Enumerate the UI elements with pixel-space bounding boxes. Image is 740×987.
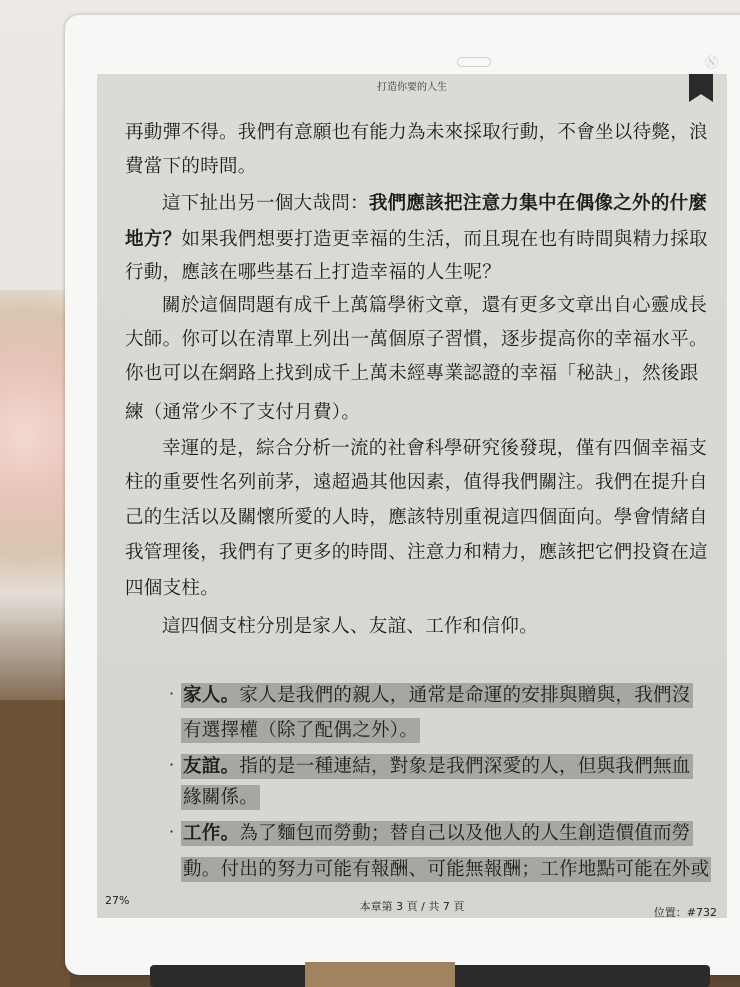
bullet-term: 工作。 — [183, 823, 240, 844]
bullet-text: 緣關係。 — [183, 787, 259, 808]
page-indicator: 本章第 3 頁 / 共 7 頁 — [359, 900, 465, 913]
text-line — [125, 228, 708, 252]
bullet-text: 指的是一種連結，對象是我們深愛的人，但與我們無血 — [239, 756, 691, 777]
text-line: 大師。你可以在清單上列出一萬個原子習慣，逐步提高你的幸福水平。 — [125, 329, 708, 350]
bullet-marker: · — [169, 684, 175, 703]
highlighted-line[interactable] — [181, 822, 693, 846]
text-line: 我管理後，我們有了更多的時間、注意力和精力，應該把它們投資在這 — [125, 542, 708, 563]
bullet-term: 家人。 — [183, 685, 240, 706]
bullet-marker: · — [169, 755, 175, 774]
bookmark-icon[interactable] — [689, 74, 713, 102]
highlighted-line[interactable] — [181, 786, 260, 810]
bullet-text: 有選擇權（除了配偶之外）。 — [183, 720, 419, 741]
background-table — [0, 700, 70, 987]
text-line — [162, 192, 707, 216]
bullet-text: 為了麵包而勞動；替自己以及他人的人生創造價值而勞 — [239, 823, 691, 844]
reading-progress: 27% — [105, 894, 130, 907]
text: 這下扯出另一個大哉問： — [162, 193, 369, 214]
bullet-term: 友誼。 — [183, 756, 240, 777]
highlighted-line[interactable] — [181, 719, 420, 743]
highlighted-line[interactable] — [181, 684, 693, 708]
highlighted-line[interactable] — [181, 755, 693, 779]
text-line: 你也可以在網路上找到成千上萬未經專業認證的幸福「秘訣」，然後跟 — [125, 363, 699, 384]
bullet-text: 家人是我們的親人，通常是命運的安排與贈與，我們沒 — [239, 685, 691, 706]
text-line: 柱的重要性名列前茅，遠超過其他因素，值得我們關注。我們在提升自 — [125, 472, 708, 493]
text-line: 再動彈不得。我們有意願也有能力為未來採取行動，不會坐以待斃，浪 — [125, 122, 708, 143]
text-line: 練（通常少不了支付月費）。 — [125, 402, 361, 423]
text: 如果我們想要打造更幸福的生活，而且現在也有時間與精力採取 — [181, 229, 708, 250]
text-line: 己的生活以及關懷所愛的人時，應該特別重視這四個面向。學會情緒自 — [125, 507, 708, 528]
bold-text: 我們應該把注意力集中在偶像之外的什麼 — [368, 193, 708, 214]
book-title: 打造你要的人生 — [377, 82, 447, 93]
stylus-clip — [305, 962, 455, 987]
text-line: 關於這個問題有成千上萬篇學術文章，還有更多文章出自心靈成長 — [162, 295, 708, 316]
highlighted-line[interactable] — [181, 858, 711, 882]
location-indicator: 位置：#732 — [653, 906, 717, 919]
text-line: 行動，應該在哪些基石上打造幸福的人生呢？ — [125, 262, 502, 283]
text-line: 四個支柱。 — [125, 578, 220, 599]
text-line: 費當下的時間。 — [125, 156, 257, 177]
bullet-marker: · — [169, 822, 175, 841]
text-line: 這四個支柱分別是家人、友誼、工作和信仰。 — [162, 616, 539, 637]
text-line: 幸運的是，綜合分析一流的社會科學研究後發現，僅有四個幸福支 — [162, 438, 708, 459]
nfc-icon: Ⓝ — [705, 56, 719, 71]
device-slot — [457, 57, 491, 67]
reader-screen[interactable] — [97, 74, 727, 918]
bullet-text: 動。付出的努力可能有報酬、可能無報酬；工作地點可能在外或 — [183, 859, 710, 880]
bold-text: 地方？ — [125, 229, 182, 250]
